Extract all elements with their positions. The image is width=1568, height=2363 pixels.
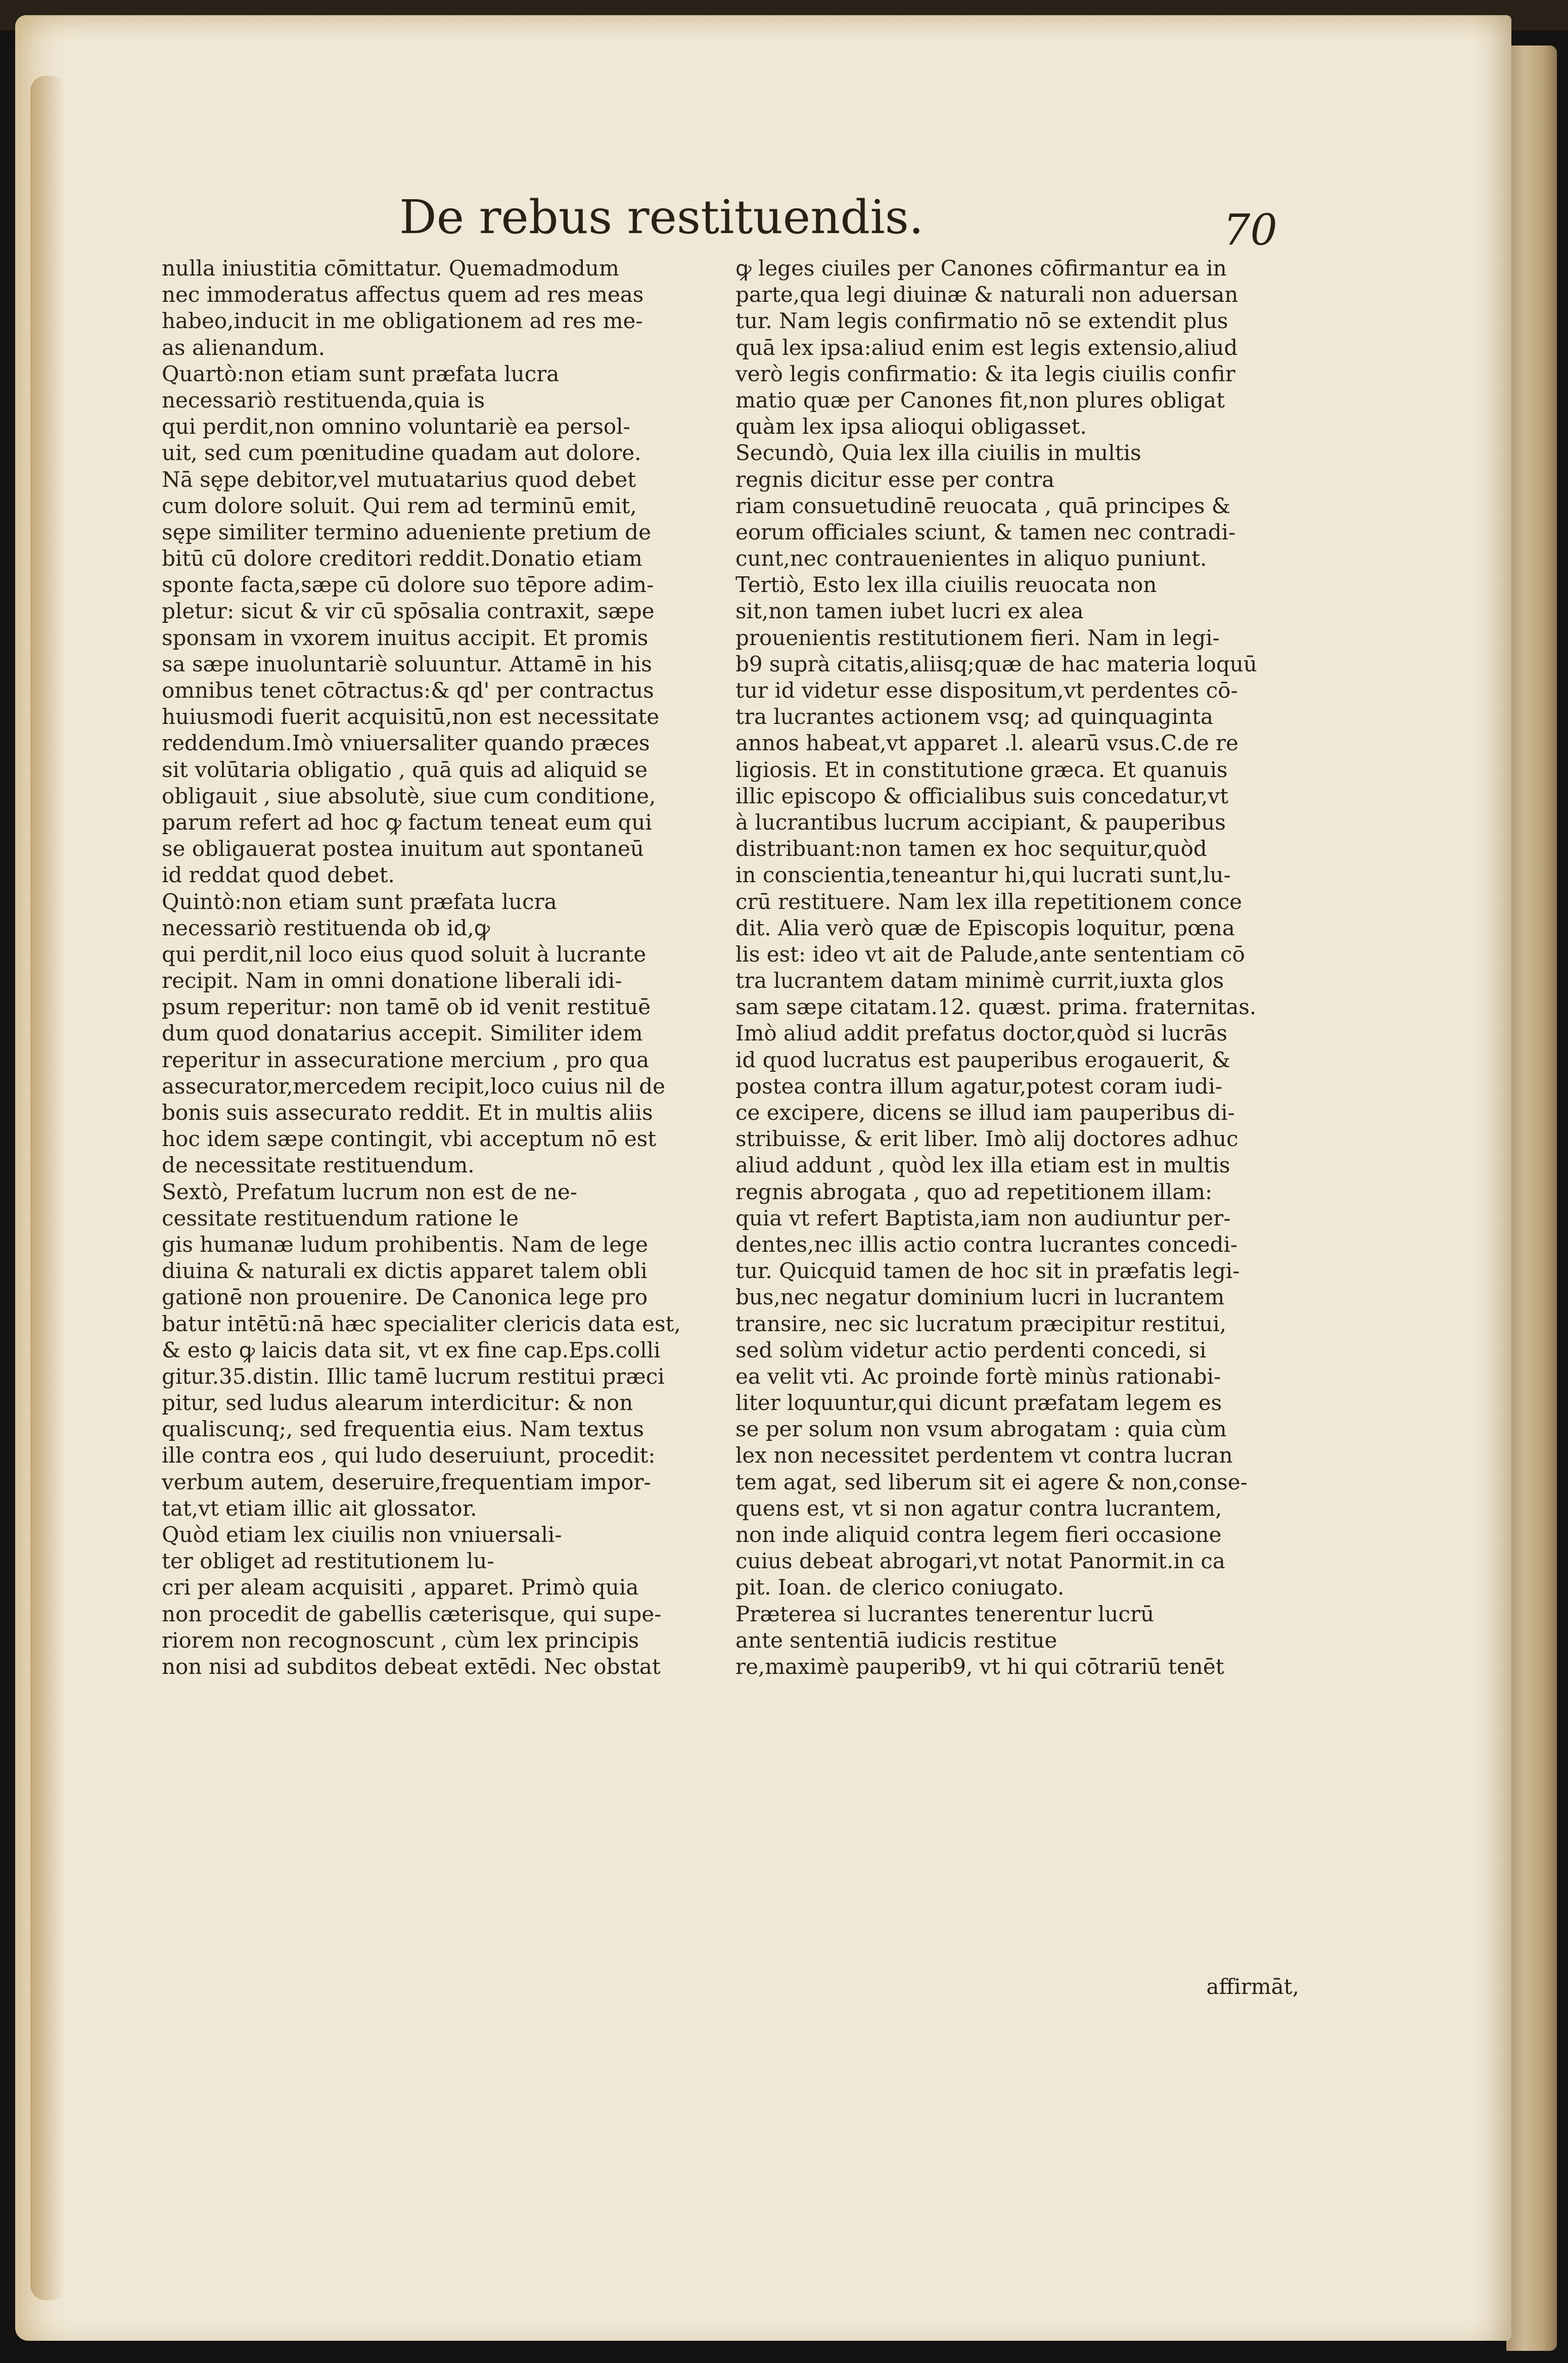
text-line: aliud addunt , quòd lex illa etiam est in multis <box>735 1153 1230 1178</box>
text-line: sit volūtaria obligatio , quā quis ad aliquid se <box>162 757 648 782</box>
text-line: quàm lex ipsa alioqui obligasset. <box>735 414 1087 439</box>
text-line: Quintò:non etiam sunt præfata lucra <box>162 889 557 914</box>
text-line: assecurator,mercedem recipit,loco cuius nil de <box>162 1073 666 1099</box>
text-line: id quod lucratus est pauperibus erogauerit, & <box>735 1047 1231 1072</box>
text-line: Secundò, Quia lex illa ciuilis in multis <box>735 440 1141 466</box>
text-line: postea contra illum agatur,potest coram iudi- <box>735 1073 1223 1099</box>
text-line: nulla iniustitia cōmittatur. Quemadmodum <box>162 256 619 281</box>
text-line: de necessitate restituendum. <box>162 1153 475 1178</box>
text-line: & esto ꝙ laicis data sit, vt ex fine cap.Eps.colli <box>162 1337 661 1362</box>
text-line: obligauit , siue absolutè, siue cum conditione, <box>162 783 656 808</box>
text-line: tra lucrantem datam minimè currit,iuxta glos <box>735 968 1224 993</box>
text-line: distribuant:non tamen ex hoc sequitur,quòd <box>735 836 1207 861</box>
text-line: as alienandum. <box>162 335 325 360</box>
gutter-stain <box>30 76 66 2300</box>
text-line: matio quæ per Canones fit,non plures obligat <box>735 387 1225 413</box>
text-line: pletur: sicut & vir cū spōsalia contraxit, sæpe <box>162 599 655 624</box>
text-line: verbum autem, deseruire,frequentiam impor- <box>162 1469 651 1494</box>
text-line: cessitate restituendum ratione le <box>162 1205 519 1231</box>
text-line: pitur, sed ludus alearum interdicitur: & non <box>162 1390 633 1416</box>
text-line: hoc idem sæpe contingit, vbi acceptum nō est <box>162 1126 657 1152</box>
text-line: habeo,inducit in me obligationem ad res me- <box>162 308 643 334</box>
text-line: Imò aliud addit prefatus doctor,quòd si lucrās <box>735 1021 1228 1046</box>
text-line: bitū cū dolore creditori reddit.Donatio etiam <box>162 546 642 571</box>
text-line: huiusmodi fuerit acquisitū,non est necessitate <box>162 704 660 730</box>
text-line: Quòd etiam lex ciuilis non vniuersali- <box>162 1522 562 1547</box>
text-line: ante sententiā iudicis restitue <box>735 1627 1057 1653</box>
text-line: gis humanæ ludum prohibentis. Nam de lege <box>162 1232 648 1257</box>
text-line: sponsam in vxorem inuitus accipit. Et promis <box>162 625 649 650</box>
text-line: Quartò:non etiam sunt præfata lucra <box>162 361 560 386</box>
text-line: bonis suis assecurato reddit. Et in multis aliis <box>162 1100 653 1125</box>
text-line: cri per aleam acquisiti , apparet. Primò quia <box>162 1575 639 1600</box>
text-line: à lucrantibus lucrum accipiant, & pauperibus <box>735 809 1226 835</box>
text-line: Tertiò, Esto lex illa ciuilis reuocata non <box>735 572 1157 598</box>
text-line: qui perdit,non omnino voluntariè ea persol- <box>162 414 630 439</box>
text-line: quens est, vt si non agatur contra lucrantem, <box>735 1495 1222 1521</box>
text-line: non procedit de gabellis cæterisque, qui supe- <box>162 1601 662 1626</box>
text-line: batur intētū:nā hæc specialiter clericis data est, <box>162 1311 681 1336</box>
text-line: dit. Alia verò quæ de Episcopis loquitur, pœna <box>735 915 1235 940</box>
catchword: affirmāt, <box>1206 1974 1299 1999</box>
text-line: uit, sed cum pœnitudine quadam aut dolore. <box>162 440 641 466</box>
text-line: necessariò restituenda ob id,ꝙ <box>162 915 490 940</box>
text-line: tur. Quicquid tamen de hoc sit in præfatis legi- <box>735 1258 1240 1284</box>
text-line: ꝙ leges ciuiles per Canones cōfirmantur ea in <box>735 256 1227 281</box>
text-line: riorem non recognoscunt , cùm lex principis <box>162 1627 639 1653</box>
text-line: tra lucrantes actionem vsq; ad quinquaginta <box>735 704 1214 730</box>
text-line: id reddat quod debet. <box>162 862 395 888</box>
text-line: ter obliget ad restitutionem lu- <box>162 1549 494 1574</box>
text-line: pit. Ioan. de clerico coniugato. <box>735 1575 1065 1600</box>
text-line: ce excipere, dicens se illud iam pauperibus di- <box>735 1100 1235 1125</box>
text-line: reddendum.Imò vniuersaliter quando præces <box>162 731 650 756</box>
right-column <box>735 255 1266 1680</box>
text-line: non nisi ad subditos debeat extēdi. Nec obstat <box>162 1654 661 1679</box>
text-line: qualiscunq;, sed frequentia eius. Nam textus <box>162 1417 644 1442</box>
text-line: ille contra eos , qui ludo deseruiunt, procedit: <box>162 1443 656 1468</box>
text-line: in conscientia,teneantur hi,qui lucrati sunt,lu- <box>735 862 1231 888</box>
text-line: quia vt refert Baptista,iam non audiuntur per- <box>735 1205 1231 1231</box>
text-line: dum quod donatarius accepit. Similiter idem <box>162 1021 643 1046</box>
text-line: diuina & naturali ex dictis apparet talem obli <box>162 1258 648 1284</box>
text-line: tur. Nam legis confirmatio nō se extendit plus <box>735 308 1228 334</box>
text-line: b9 suprà citatis,aliisq;quæ de hac materia loquū <box>735 651 1257 676</box>
text-line: sępe similiter termino adueniente pretium de <box>162 519 651 544</box>
text-line: eorum officiales sciunt, & tamen nec contradi- <box>735 519 1236 544</box>
text-line: re,maximè pauperib9, vt hi qui cōtrariū tenēt <box>735 1654 1224 1679</box>
text-line: sponte facta,sæpe cū dolore suo tēpore adim- <box>162 572 654 598</box>
text-line: reperitur in assecuratione mercium , pro qua <box>162 1047 650 1072</box>
text-line: quā lex ipsa:aliud enim est legis extensio,aliud <box>735 335 1238 360</box>
text-line: necessariò restituenda,quia is <box>162 387 485 413</box>
text-line: tat,vt etiam illic ait glossator. <box>162 1495 477 1521</box>
text-line: non inde aliquid contra legem fieri occasione <box>735 1522 1222 1547</box>
text-line: stribuisse, & erit liber. Imò alij doctores adhuc <box>735 1126 1238 1152</box>
text-line: gitur.35.distin. Illic tamē lucrum restitui præci <box>162 1364 665 1389</box>
text-line: dentes,nec illis actio contra lucrantes concedi- <box>735 1232 1238 1257</box>
text-line: omnibus tenet cōtractus:& qd' per contractus <box>162 678 654 703</box>
text-line: sam sæpe citatam.12. quæst. prima. fraternitas. <box>735 994 1257 1020</box>
text-line: prouenientis restitutionem fieri. Nam in legi- <box>735 625 1220 650</box>
text-line: cuius debeat abrogari,vt notat Panormit.in ca <box>735 1549 1225 1574</box>
text-line: lex non necessitet perdentem vt contra lucran <box>735 1443 1233 1468</box>
text-line: ea velit vti. Ac proinde fortè minùs rationabi- <box>735 1364 1221 1389</box>
text-line: crū restituere. Nam lex illa repetitionem conce <box>735 889 1242 914</box>
text-line: regnis abrogata , quo ad repetitionem illam: <box>735 1179 1213 1204</box>
text-line: regnis dicitur esse per contra <box>735 467 1055 492</box>
text-line: qui perdit,nil loco eius quod soluit à lucrante <box>162 941 647 967</box>
text-line: tem agat, sed liberum sit ei agere & non,conse- <box>735 1469 1248 1494</box>
text-line: Nā sępe debitor,vel mutuatarius quod debet <box>162 467 636 492</box>
text-line: parte,qua legi diuinæ & naturali non aduersan <box>735 282 1238 307</box>
text-line: cum dolore soluit. Qui rem ad terminū emit, <box>162 493 637 518</box>
page-block-edge <box>1506 46 1557 2351</box>
text-line: Præterea si lucrantes tenerentur lucrū <box>735 1601 1155 1626</box>
text-line: transire, nec sic lucratum præcipitur restitui, <box>735 1311 1227 1336</box>
text-line: liter loquuntur,qui dicunt præfatam legem es <box>735 1390 1222 1416</box>
text-line: tur id videtur esse dispositum,vt perdentes cō- <box>735 678 1238 703</box>
text-line: parum refert ad hoc ꝙ factum teneat eum qui <box>162 809 652 835</box>
text-line: gationē non prouenire. De Canonica lege pro <box>162 1285 648 1310</box>
folio-number: 70 <box>1223 205 1277 255</box>
text-line: lis est: ideo vt ait de Palude,ante sententiam cō <box>735 941 1245 967</box>
text-line: bus,nec negatur dominium lucri in lucrantem <box>735 1285 1225 1310</box>
text-line: illic episcopo & officialibus suis concedatur,vt <box>735 783 1229 808</box>
text-line: psum reperitur: non tamē ob id venit restituē <box>162 994 651 1020</box>
text-line: verò legis confirmatio: & ita legis ciuilis confir <box>735 361 1235 386</box>
text-line: sa sæpe inuoluntariè soluuntur. Attamē in his <box>162 651 652 676</box>
text-line: recipit. Nam in omni donatione liberali idi- <box>162 968 622 993</box>
running-head: De rebus restituendis. <box>399 190 924 244</box>
text-line: annos habeat,vt apparet .l. alearū vsus.C.de re <box>735 731 1238 756</box>
text-line: cunt,nec contrauenientes in aliquo puniunt. <box>735 546 1207 571</box>
text-line: ligiosis. Et in constitutione græca. Et quanuis <box>735 757 1228 782</box>
text-line: nec immoderatus affectus quem ad res meas <box>162 282 644 307</box>
text-line: se obligauerat postea inuitum aut spontaneū <box>162 836 644 861</box>
text-line: sit,non tamen iubet lucri ex alea <box>735 599 1084 624</box>
left-column <box>162 255 693 1680</box>
text-line: Sextò, Prefatum lucrum non est de ne- <box>162 1179 577 1204</box>
text-line: riam consuetudinē reuocata , quā principes & <box>735 493 1231 518</box>
text-line: sed solùm videtur actio perdenti concedi, si <box>735 1337 1207 1362</box>
text-line: se per solum non vsum abrogatam : quia cùm <box>735 1417 1227 1442</box>
